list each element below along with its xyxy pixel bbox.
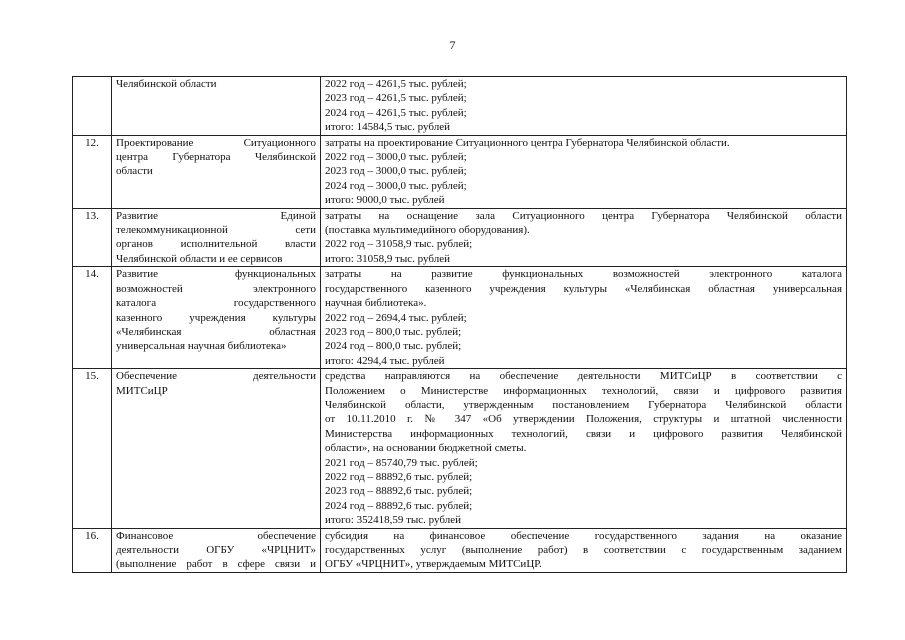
item-description-line: 2022 год – 88892,6 тыс. рублей; bbox=[325, 470, 473, 483]
item-name-line: казенного учреждения культуры bbox=[116, 311, 316, 324]
item-description-line: 2022 год – 4261,5 тыс. рублей; bbox=[325, 78, 467, 90]
item-name-cell bbox=[112, 369, 321, 528]
item-description-line: 2024 год – 800,0 тыс. рублей; bbox=[325, 340, 462, 353]
row-number-cell: 14. bbox=[73, 267, 112, 369]
item-name-line: области bbox=[116, 165, 153, 178]
item-name-line: Проектирование Ситуационного bbox=[116, 136, 316, 149]
item-description-line: Министерства информационных технологий, связи и цифрового развития Челябинской bbox=[325, 427, 842, 440]
item-description-line: затраты на оснащение зала Ситуационного центра Губернатора Челябинской области bbox=[325, 209, 842, 222]
item-description-line: затраты на развитие функциональных возможностей электронного каталога bbox=[325, 268, 842, 281]
item-description-cell bbox=[321, 528, 847, 572]
item-description-line: Челябинской области, утвержденным постановлением Губернатора Челябинской области bbox=[325, 398, 842, 411]
row-number-cell: 15. bbox=[73, 369, 112, 528]
item-name-line: МИТСиЦР bbox=[116, 384, 168, 397]
item-description-cell bbox=[321, 267, 847, 369]
row-number-cell: 16. bbox=[73, 528, 112, 572]
item-name-cell bbox=[112, 528, 321, 572]
item-name-line: органов исполнительной власти bbox=[116, 238, 316, 251]
item-description-line: 2022 год – 2694,4 тыс. рублей; bbox=[325, 311, 467, 324]
item-description-line: итого: 31058,9 тыс. рублей bbox=[325, 252, 450, 265]
item-description-line: средства направляются на обеспечение деятельности МИТСиЦР в соответствии с bbox=[325, 370, 842, 383]
item-description-line: итого: 352418,59 тыс. рублей bbox=[325, 514, 461, 527]
table-row bbox=[73, 369, 847, 528]
item-name-cell bbox=[112, 208, 321, 267]
item-description-line: 2022 год – 3000,0 тыс. рублей; bbox=[325, 151, 467, 164]
item-description-line: 2024 год – 3000,0 тыс. рублей; bbox=[325, 179, 467, 192]
item-description-line: итого: 9000,0 тыс. рублей bbox=[325, 194, 445, 207]
item-name-line: Финансовое обеспечение bbox=[116, 529, 316, 542]
item-description-line: 2024 год – 88892,6 тыс. рублей; bbox=[325, 499, 473, 512]
item-description-line: субсидия на финансовое обеспечение государственного задания на оказание bbox=[325, 529, 842, 542]
item-name-cell bbox=[112, 77, 321, 136]
item-name-line: деятельности ОГБУ «ЧРЦНИТ» bbox=[116, 544, 316, 556]
item-description-line: 2023 год – 4261,5 тыс. рублей; bbox=[325, 92, 467, 105]
item-description-line: ОГБУ «ЧРЦНИТ», утверждаемым МИТСиЦР. bbox=[325, 558, 542, 571]
item-description-line: государственных услуг (выполнение работ) в соответствии с государственным заданием bbox=[325, 544, 842, 556]
item-name-line: Развитие Единой bbox=[116, 209, 316, 222]
table-row bbox=[73, 77, 847, 136]
item-name-cell bbox=[112, 135, 321, 208]
item-description-line: итого: 4294,4 тыс. рублей bbox=[325, 354, 445, 367]
item-description-cell bbox=[321, 369, 847, 528]
item-name-line: «Челябинская областная bbox=[116, 325, 316, 338]
item-name-line: центра Губернатора Челябинской bbox=[116, 151, 316, 164]
item-description-line: (поставка мультимедийного оборудования). bbox=[325, 224, 530, 237]
row-number-cell bbox=[73, 77, 112, 136]
item-description-cell bbox=[321, 77, 847, 136]
item-name-line: Обеспечение деятельности bbox=[116, 370, 316, 383]
row-number-cell: 12. bbox=[73, 135, 112, 208]
item-description-line: 2024 год – 4261,5 тыс. рублей; bbox=[325, 106, 467, 119]
table-row bbox=[73, 135, 847, 208]
item-description-line: государственного казенного учреждения культуры «Челябинская областная универсальная bbox=[325, 282, 842, 295]
item-name-line: (выполнение работ в сфере связи и bbox=[116, 558, 316, 571]
item-name-line: Развитие функциональных bbox=[116, 268, 316, 281]
item-name-line: Челябинской области и ее сервисов bbox=[116, 252, 283, 265]
item-name-line: Челябинской области bbox=[116, 78, 217, 90]
page-number: 7 bbox=[449, 38, 456, 52]
table-row bbox=[73, 208, 847, 267]
item-name-line: универсальная научная библиотека» bbox=[116, 340, 287, 353]
item-description-line: затраты на проектирование Ситуационного центра Губернатора Челябинской области. bbox=[325, 136, 730, 149]
item-description-line: от 10.11.2010 г. № 347 «Об утверждении Положения, структуры и штатной численности bbox=[325, 413, 842, 426]
item-description-cell bbox=[321, 208, 847, 267]
table-row bbox=[73, 528, 847, 572]
item-name-line: возможностей электронного bbox=[116, 282, 316, 295]
item-name-line: каталога государственного bbox=[116, 297, 316, 310]
item-description-line: 2021 год – 85740,79 тыс. рублей; bbox=[325, 456, 478, 469]
budget-table bbox=[72, 76, 847, 573]
item-description-line: итого: 14584,5 тыс. рублей bbox=[325, 121, 450, 134]
item-name-cell bbox=[112, 267, 321, 369]
item-description-line: области», на основании бюджетной сметы. bbox=[325, 442, 527, 455]
table-row bbox=[73, 267, 847, 369]
item-description-cell bbox=[321, 135, 847, 208]
item-description-line: 2023 год – 800,0 тыс. рублей; bbox=[325, 325, 462, 338]
item-description-line: 2023 год – 88892,6 тыс. рублей; bbox=[325, 485, 473, 498]
item-name-line: телекоммуникационной сети bbox=[116, 224, 316, 237]
row-number-cell: 13. bbox=[73, 208, 112, 267]
item-description-line: научная библиотека». bbox=[325, 297, 427, 310]
item-description-line: 2023 год – 3000,0 тыс. рублей; bbox=[325, 165, 467, 178]
item-description-line: Положением о Министерстве информационных технологий, связи и цифрового развития bbox=[325, 384, 842, 397]
item-description-line: 2022 год – 31058,9 тыс. рублей; bbox=[325, 238, 473, 251]
